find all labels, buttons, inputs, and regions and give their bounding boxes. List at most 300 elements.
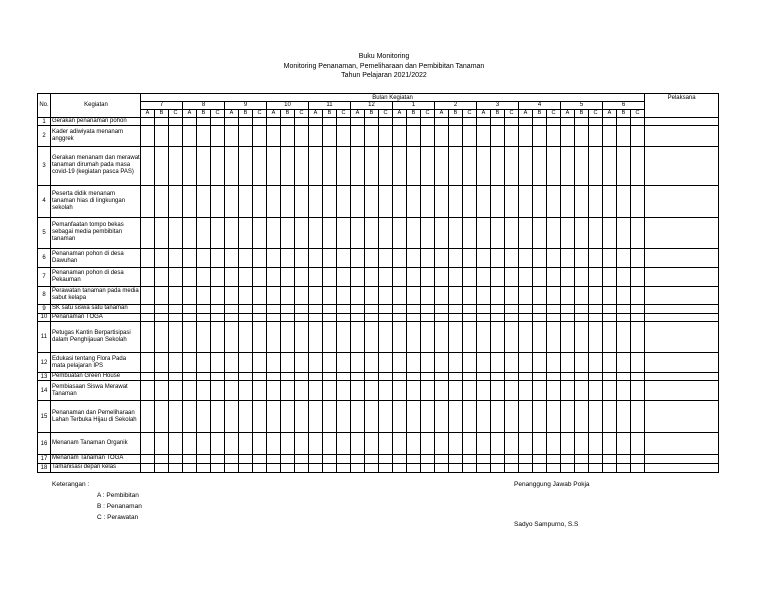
check-cell — [239, 455, 253, 463]
check-cell — [533, 117, 547, 125]
check-cell — [253, 185, 267, 217]
check-cell — [169, 313, 183, 321]
legend-item: C : Perawatan — [97, 514, 139, 521]
check-cell — [211, 313, 225, 321]
check-cell — [561, 126, 575, 147]
row-number: 12 — [38, 353, 51, 373]
check-cell — [491, 185, 505, 217]
check-cell — [561, 147, 575, 186]
check-cell — [477, 286, 491, 305]
check-cell — [323, 381, 337, 401]
check-cell — [575, 455, 589, 463]
check-cell — [323, 286, 337, 305]
check-cell — [393, 313, 407, 321]
check-cell — [449, 267, 463, 286]
check-cell — [253, 313, 267, 321]
check-cell — [533, 372, 547, 380]
month-header: 6 — [603, 102, 645, 109]
check-cell — [491, 433, 505, 455]
check-cell — [477, 353, 491, 373]
check-cell — [225, 353, 239, 373]
check-cell — [575, 117, 589, 125]
check-cell — [183, 321, 197, 352]
check-cell — [589, 249, 603, 268]
check-cell — [211, 463, 225, 472]
check-cell — [421, 381, 435, 401]
check-cell — [519, 321, 533, 352]
check-cell — [295, 147, 309, 186]
check-cell — [533, 147, 547, 186]
check-cell — [435, 313, 449, 321]
check-cell — [225, 401, 239, 433]
check-cell — [533, 455, 547, 463]
subcol-header: A — [183, 109, 197, 117]
row-kegiatan: Edukasi tentang Flora Pada mata pelajaran IPS — [51, 353, 141, 373]
check-cell — [267, 372, 281, 380]
month-header: 2 — [435, 102, 477, 109]
check-cell — [267, 381, 281, 401]
row-kegiatan: SK satu siswa satu tanaman — [51, 305, 141, 313]
check-cell — [477, 217, 491, 248]
check-cell — [547, 305, 561, 313]
check-cell — [533, 286, 547, 305]
check-cell — [505, 353, 519, 373]
check-cell — [253, 305, 267, 313]
check-cell — [505, 372, 519, 380]
check-cell — [379, 372, 393, 380]
check-cell — [267, 185, 281, 217]
check-cell — [239, 286, 253, 305]
legend-item: B : Penanaman — [97, 503, 142, 510]
row-kegiatan: Kader adiwiyata menanam anggrek — [51, 126, 141, 147]
check-cell — [561, 217, 575, 248]
check-cell — [155, 372, 169, 380]
check-cell — [407, 126, 421, 147]
check-cell — [589, 117, 603, 125]
month-header: 5 — [561, 102, 603, 109]
check-cell — [281, 433, 295, 455]
check-cell — [379, 117, 393, 125]
check-cell — [603, 321, 617, 352]
check-cell — [281, 455, 295, 463]
check-cell — [197, 381, 211, 401]
table-row — [38, 381, 719, 401]
check-cell — [393, 185, 407, 217]
table-row — [38, 401, 719, 433]
legend-item: A : Pembibitan — [97, 492, 139, 499]
check-cell — [211, 305, 225, 313]
check-cell — [365, 455, 379, 463]
check-cell — [267, 353, 281, 373]
check-cell — [463, 381, 477, 401]
check-cell — [197, 313, 211, 321]
check-cell — [295, 381, 309, 401]
pelaksana-cell — [645, 185, 719, 217]
check-cell — [169, 117, 183, 125]
check-cell — [323, 249, 337, 268]
check-cell — [491, 217, 505, 248]
row-number: 3 — [38, 147, 51, 186]
check-cell — [295, 455, 309, 463]
check-cell — [253, 267, 267, 286]
row-kegiatan: Penanaman pohon di desa Pekauman — [51, 267, 141, 286]
check-cell — [351, 353, 365, 373]
check-cell — [155, 381, 169, 401]
pelaksana-cell — [645, 313, 719, 321]
pj-label: Penanggung Jawab Pokja — [514, 481, 590, 488]
check-cell — [631, 217, 645, 248]
check-cell — [435, 249, 449, 268]
check-cell — [393, 401, 407, 433]
check-cell — [309, 217, 323, 248]
check-cell — [155, 147, 169, 186]
check-cell — [393, 126, 407, 147]
check-cell — [393, 463, 407, 472]
check-cell — [575, 185, 589, 217]
check-cell — [211, 126, 225, 147]
subcol-header: C — [505, 109, 519, 117]
month-header: 7 — [141, 102, 183, 109]
check-cell — [253, 433, 267, 455]
check-cell — [421, 313, 435, 321]
check-cell — [477, 305, 491, 313]
check-cell — [589, 381, 603, 401]
check-cell — [561, 433, 575, 455]
check-cell — [253, 217, 267, 248]
check-cell — [589, 305, 603, 313]
document-header — [0, 52, 768, 81]
pelaksana-cell — [645, 353, 719, 373]
check-cell — [379, 267, 393, 286]
check-cell — [211, 267, 225, 286]
header-row-subcols — [38, 109, 719, 117]
check-cell — [407, 249, 421, 268]
check-cell — [533, 217, 547, 248]
check-cell — [603, 401, 617, 433]
check-cell — [449, 321, 463, 352]
check-cell — [435, 117, 449, 125]
row-kegiatan: Gerakan menanam dan merawat tanaman dirumah pada masa covid-19 (kegiatan pasca PAS) — [51, 147, 141, 186]
check-cell — [407, 286, 421, 305]
check-cell — [323, 126, 337, 147]
subcol-header: C — [631, 109, 645, 117]
check-cell — [603, 217, 617, 248]
check-cell — [197, 147, 211, 186]
check-cell — [393, 217, 407, 248]
check-cell — [407, 217, 421, 248]
check-cell — [533, 321, 547, 352]
check-cell — [603, 267, 617, 286]
check-cell — [365, 433, 379, 455]
check-cell — [421, 147, 435, 186]
check-cell — [435, 147, 449, 186]
check-cell — [365, 185, 379, 217]
check-cell — [533, 401, 547, 433]
pelaksana-cell — [645, 147, 719, 186]
check-cell — [589, 313, 603, 321]
check-cell — [351, 372, 365, 380]
check-cell — [169, 353, 183, 373]
check-cell — [547, 321, 561, 352]
check-cell — [253, 381, 267, 401]
check-cell — [281, 217, 295, 248]
check-cell — [575, 217, 589, 248]
check-cell — [253, 117, 267, 125]
check-cell — [211, 321, 225, 352]
check-cell — [575, 286, 589, 305]
check-cell — [505, 305, 519, 313]
check-cell — [617, 463, 631, 472]
check-cell — [225, 267, 239, 286]
pelaksana-cell — [645, 455, 719, 463]
check-cell — [575, 463, 589, 472]
check-cell — [309, 401, 323, 433]
check-cell — [575, 305, 589, 313]
check-cell — [379, 381, 393, 401]
check-cell — [351, 305, 365, 313]
check-cell — [547, 286, 561, 305]
check-cell — [631, 401, 645, 433]
check-cell — [337, 117, 351, 125]
check-cell — [477, 381, 491, 401]
check-cell — [603, 455, 617, 463]
check-cell — [351, 126, 365, 147]
check-cell — [379, 463, 393, 472]
check-cell — [435, 372, 449, 380]
table-row — [38, 463, 719, 472]
check-cell — [295, 217, 309, 248]
check-cell — [309, 126, 323, 147]
check-cell — [421, 126, 435, 147]
check-cell — [449, 313, 463, 321]
check-cell — [631, 286, 645, 305]
check-cell — [533, 381, 547, 401]
check-cell — [351, 185, 365, 217]
check-cell — [281, 353, 295, 373]
check-cell — [239, 217, 253, 248]
pelaksana-cell — [645, 401, 719, 433]
check-cell — [477, 321, 491, 352]
subcol-header: B — [449, 109, 463, 117]
pelaksana-cell — [645, 126, 719, 147]
subcol-header: A — [561, 109, 575, 117]
month-header: 12 — [351, 102, 393, 109]
check-cell — [323, 305, 337, 313]
check-cell — [505, 286, 519, 305]
check-cell — [197, 305, 211, 313]
table-row — [38, 305, 719, 313]
check-cell — [197, 286, 211, 305]
check-cell — [351, 455, 365, 463]
check-cell — [295, 305, 309, 313]
check-cell — [239, 353, 253, 373]
subcol-header: B — [239, 109, 253, 117]
check-cell — [309, 455, 323, 463]
check-cell — [631, 372, 645, 380]
row-kegiatan: Tamanisasi depan kelas — [51, 463, 141, 472]
subcol-header: C — [169, 109, 183, 117]
check-cell — [309, 185, 323, 217]
check-cell — [267, 267, 281, 286]
check-cell — [239, 126, 253, 147]
table-row — [38, 433, 719, 455]
check-cell — [337, 286, 351, 305]
subcol-header: A — [477, 109, 491, 117]
check-cell — [155, 433, 169, 455]
check-cell — [365, 313, 379, 321]
check-cell — [309, 353, 323, 373]
check-cell — [491, 147, 505, 186]
check-cell — [169, 381, 183, 401]
check-cell — [449, 147, 463, 186]
check-cell — [239, 249, 253, 268]
check-cell — [421, 353, 435, 373]
check-cell — [337, 321, 351, 352]
pelaksana-cell — [645, 249, 719, 268]
row-kegiatan: Petugas Kantin Berpartisipasi dalam Penghijauan Sekolah — [51, 321, 141, 352]
check-cell — [337, 433, 351, 455]
check-cell — [575, 249, 589, 268]
check-cell — [631, 305, 645, 313]
check-cell — [589, 217, 603, 248]
check-cell — [155, 126, 169, 147]
table-row — [38, 126, 719, 147]
check-cell — [561, 305, 575, 313]
row-number: 7 — [38, 267, 51, 286]
check-cell — [491, 305, 505, 313]
check-cell — [351, 267, 365, 286]
check-cell — [449, 217, 463, 248]
check-cell — [197, 401, 211, 433]
check-cell — [295, 372, 309, 380]
check-cell — [589, 455, 603, 463]
check-cell — [575, 433, 589, 455]
check-cell — [589, 185, 603, 217]
check-cell — [295, 401, 309, 433]
check-cell — [197, 126, 211, 147]
check-cell — [407, 267, 421, 286]
check-cell — [281, 126, 295, 147]
check-cell — [155, 305, 169, 313]
check-cell — [323, 372, 337, 380]
check-cell — [169, 126, 183, 147]
check-cell — [435, 433, 449, 455]
check-cell — [239, 372, 253, 380]
check-cell — [603, 372, 617, 380]
pelaksana-cell — [645, 267, 719, 286]
header-pelaksana: Pelaksana — [645, 94, 719, 118]
check-cell — [519, 117, 533, 125]
check-cell — [589, 126, 603, 147]
check-cell — [519, 463, 533, 472]
check-cell — [491, 249, 505, 268]
table-row — [38, 372, 719, 380]
check-cell — [463, 305, 477, 313]
check-cell — [239, 185, 253, 217]
check-cell — [617, 249, 631, 268]
check-cell — [141, 313, 155, 321]
check-cell — [351, 401, 365, 433]
check-cell — [365, 286, 379, 305]
check-cell — [211, 147, 225, 186]
subcol-header: A — [519, 109, 533, 117]
check-cell — [197, 463, 211, 472]
subcol-header: C — [379, 109, 393, 117]
check-cell — [547, 147, 561, 186]
check-cell — [589, 401, 603, 433]
check-cell — [197, 455, 211, 463]
check-cell — [631, 353, 645, 373]
row-kegiatan: Menanam Tanaman TOGA — [51, 455, 141, 463]
check-cell — [631, 313, 645, 321]
check-cell — [225, 321, 239, 352]
check-cell — [463, 147, 477, 186]
document-subtitle: Monitoring Penanaman, Pemeliharaan dan Pembibitan Tanaman — [283, 62, 485, 70]
check-cell — [547, 372, 561, 380]
subcol-header: C — [421, 109, 435, 117]
check-cell — [505, 313, 519, 321]
check-cell — [393, 249, 407, 268]
check-cell — [589, 147, 603, 186]
check-cell — [281, 305, 295, 313]
check-cell — [561, 267, 575, 286]
check-cell — [365, 217, 379, 248]
check-cell — [631, 267, 645, 286]
monitoring-table — [37, 93, 719, 473]
check-cell — [295, 286, 309, 305]
check-cell — [519, 305, 533, 313]
check-cell — [603, 185, 617, 217]
check-cell — [477, 463, 491, 472]
check-cell — [533, 267, 547, 286]
check-cell — [421, 185, 435, 217]
check-cell — [169, 249, 183, 268]
check-cell — [211, 185, 225, 217]
check-cell — [505, 217, 519, 248]
check-cell — [547, 455, 561, 463]
check-cell — [141, 147, 155, 186]
check-cell — [407, 117, 421, 125]
check-cell — [505, 267, 519, 286]
check-cell — [547, 433, 561, 455]
check-cell — [351, 117, 365, 125]
check-cell — [295, 313, 309, 321]
subcol-header: A — [225, 109, 239, 117]
check-cell — [449, 353, 463, 373]
check-cell — [309, 267, 323, 286]
row-number: 17 — [38, 455, 51, 463]
check-cell — [211, 433, 225, 455]
check-cell — [281, 286, 295, 305]
check-cell — [267, 217, 281, 248]
check-cell — [141, 372, 155, 380]
check-cell — [155, 321, 169, 352]
check-cell — [421, 267, 435, 286]
check-cell — [449, 126, 463, 147]
check-cell — [631, 321, 645, 352]
check-cell — [365, 305, 379, 313]
check-cell — [547, 463, 561, 472]
check-cell — [253, 353, 267, 373]
check-cell — [435, 185, 449, 217]
check-cell — [141, 353, 155, 373]
table-row — [38, 249, 719, 268]
check-cell — [617, 185, 631, 217]
subcol-header: C — [337, 109, 351, 117]
subcol-header: C — [463, 109, 477, 117]
check-cell — [477, 267, 491, 286]
check-cell — [323, 401, 337, 433]
